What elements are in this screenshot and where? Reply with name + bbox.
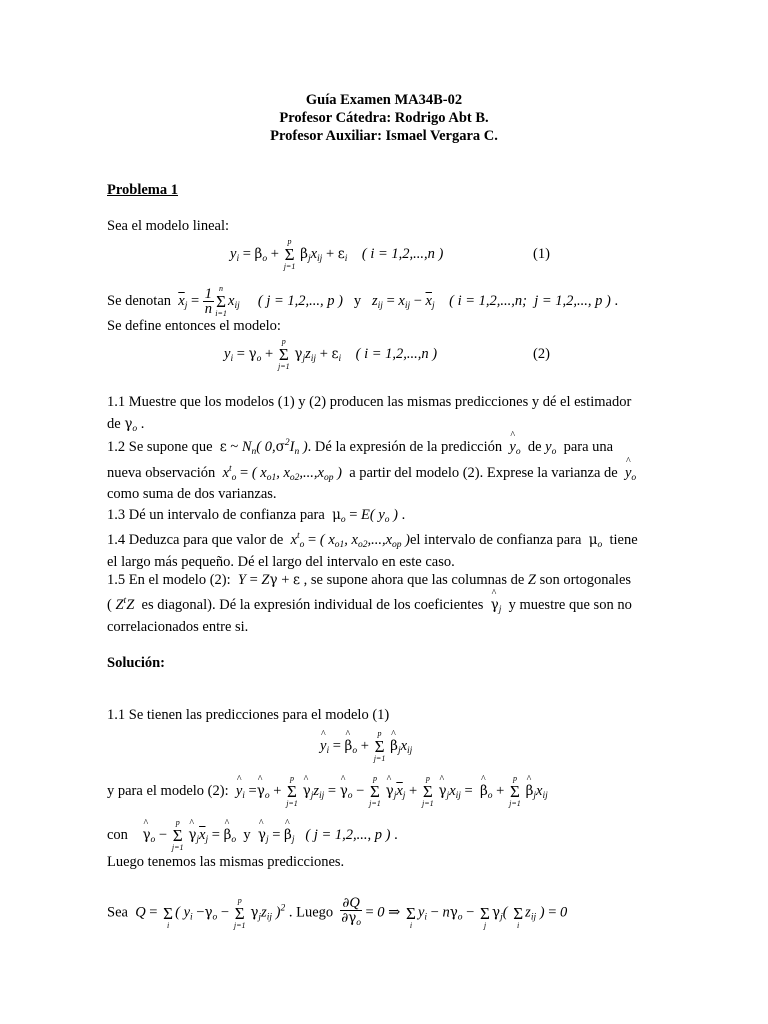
problem-intro: Sea el modelo lineal:: [107, 218, 230, 234]
header-assistant: Profesor Auxiliar: Ismael Vergara C.: [270, 128, 498, 144]
denote-line: Se denotan $\overline{x}_j$ = $\frac{1}{n}$ n Σ i=1 $x_{ij}$ ( j = 1,2,..., p ) y $z_{ij} = x_{ij} - \overline{x}_j$ ( i = 1,2,...,n; j = 1,2,..., p ) .: [107, 284, 619, 318]
question-1-2-cont: nueva observación $x^t_o$ = ( $x_{o1}$, $x_{o2},...,x_{op}$ ) a partir del modelo (2). Exprese la varianza de ^ $y_o$: [107, 464, 636, 483]
solution-equation-1: ^ $y_i$ = ^ $\beta_o$ + p Σ j=1 ^ $\beta_jx_{ij}$: [320, 730, 412, 763]
solution-model-2: y para el modelo (2): ^ $y_i$ =^ $\gamma_o$ + p Σ j=1 ^ $\gamma_jz_{ij}$ = ^ $\gamma_o$ − p Σ j=1 ^ $\gamma_j\overline{x}_j$ + p Σ j=1 ^ $\gamma_jx_{ij}$ = ^ $\beta_o$ + p Σ j=1 ^ $\beta_jx_{ij}$: [107, 775, 548, 808]
question-1-3: 1.3 Dé un intervalo de confianza para $\mu_o = E$( $y_o$ ) .: [107, 507, 406, 525]
solution-conclusion: Luego tenemos las mismas predicciones.: [107, 854, 345, 870]
define-line: Se define entonces el modelo:: [107, 318, 281, 334]
question-1-4-cont: el largo más pequeño. Dé el largo del intervalo en este caso.: [107, 554, 455, 570]
header-title: Guía Examen MA34B-02: [305, 92, 463, 108]
problem-title: Problema 1: [107, 182, 179, 198]
question-1-5: 1.5 En el modelo (2): Y = Zγ + ε , se supone ahora que las columnas de Z son ortogonales: [107, 572, 632, 588]
solution-sea-q: Sea Q = Σ i ( $y_i -\gamma_o$ − p Σ j=1 $\gamma_jz_{ij}$ )$^2$ . Luego $\frac{\partial Q}{\partial\gamma_o}$ = 0 ⇒ Σ i $y_i - n\gamma_o$ − Σ j $\gamma_j$( Σ i $z_{ij}$ ) = 0: [107, 895, 568, 930]
question-1-1: 1.1 Muestre que los modelos (1) y (2) producen las mismas predicciones y dé el estimador: [107, 394, 632, 410]
header-professor: Profesor Cátedra: Rodrigo Abt B.: [279, 110, 489, 126]
question-1-4: 1.4 Deduzca para que valor de $x^t_o$ = ( $x_{o1}$, $x_{o2},...,x_{op}$ )el intervalo de confianza para $\mu_o$ tiene: [107, 531, 638, 550]
question-1-5-end: correlacionados entre si.: [107, 619, 249, 635]
question-1-1-cont: de $\gamma_o$ .: [107, 416, 145, 434]
equation-1: $y_i = \beta_o$ + p Σ j=1 $\beta_jx_{ij} + \varepsilon_i$ ( i = 1,2,...,n ): [230, 237, 444, 271]
equation-2-label: (2): [533, 346, 550, 362]
solution-1-1: 1.1 Se tienen las predicciones para el modelo (1): [107, 707, 390, 723]
question-1-2: 1.2 Se supone que ε ~ $N_n$( $0,\sigma^2I_n$ ). Dé la expresión de la predicción ^ $y_o$ de $y_o$ para una: [107, 438, 613, 457]
question-1-5-cont: ( $Z^tZ$ es diagonal). Dé la expresión individual de los coeficientes ^ $\gamma_j$ y muestre que son no: [107, 596, 632, 615]
solution-title: Solución:: [107, 655, 166, 671]
solution-con: con ^ $\gamma_o$ − p Σ j=1 ^ $\gamma_j\overline{x}_j$ = ^ $\beta_o$ y ^ $\gamma_j$ = ^ $\beta_j$ ( j = 1,2,..., p ) .: [107, 819, 398, 852]
equation-1-label: (1): [533, 246, 550, 262]
question-1-2-end: como suma de dos varianzas.: [107, 486, 277, 502]
equation-2: $y_i = \gamma_o$ + p Σ j=1 $\gamma_jz_{ij} + \varepsilon_i$ ( i = 1,2,...,n ): [224, 337, 438, 371]
